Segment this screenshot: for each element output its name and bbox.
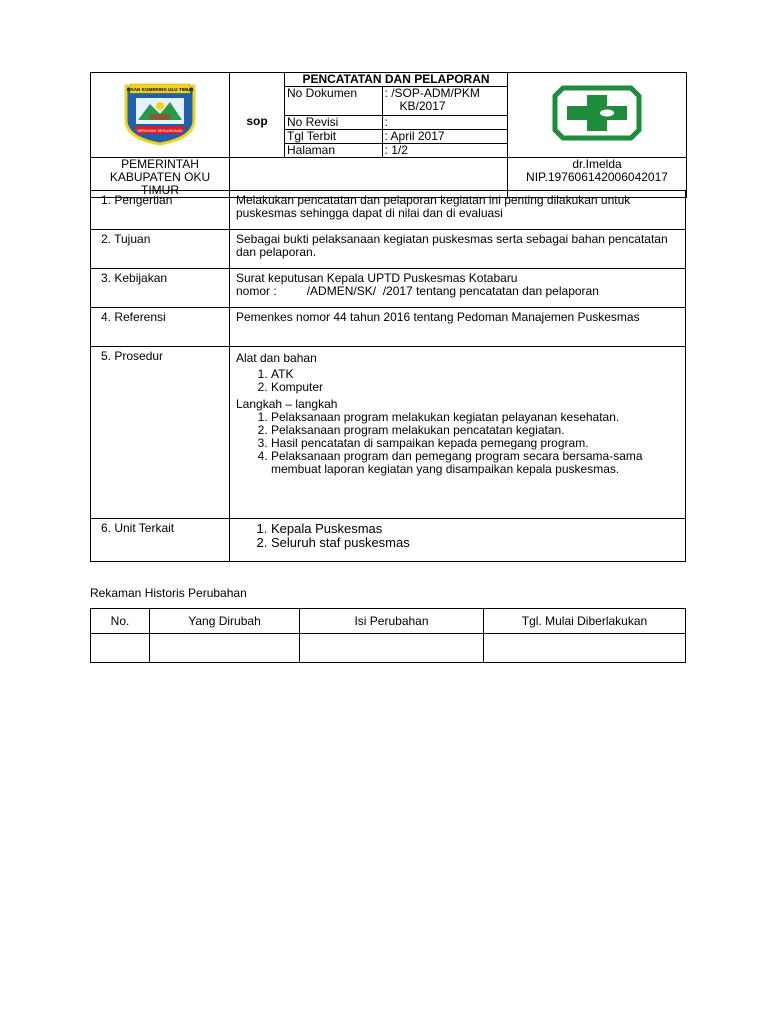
list-item: 4. Pelaksanaan program dan pemegang program secara bersama-sama membuat laporan kegiatan yang disampaikan kepala puskesmas.	[271, 450, 669, 476]
section-label-prosedur: 5. Prosedur	[91, 347, 230, 519]
meta-sep: :	[384, 128, 388, 143]
section-label-pengertian: 1. Pengertian	[91, 191, 230, 230]
puskesmas-logo-cell	[508, 73, 687, 158]
prosedur-langkah-title: Langkah – langkah	[236, 397, 338, 411]
meta-sep: :	[384, 114, 388, 129]
history-col-yang-dirubah: Yang Dirubah	[150, 609, 300, 634]
section-label-kebijakan: 3. Kebijakan	[91, 269, 230, 308]
section-row	[91, 519, 686, 562]
meta-value-no-dokumen: /SOP-ADM/PKM	[391, 86, 480, 100]
history-cell	[300, 634, 484, 663]
list-item: 3. Hasil pencatatan di sampaikan kepada pemegang program.	[271, 437, 669, 450]
meta-label-no-dokumen: No Dokumen	[285, 87, 382, 115]
document-meta-table	[285, 87, 507, 157]
history-col-isi-perubahan: Isi Perubahan	[300, 609, 484, 634]
section-text-pengertian: Melakukan pencatatan dan pelaporan kegiatan ini penting dilakukan untuk puskesmas sehingga dapat di nilai dan di evaluasi	[230, 191, 686, 230]
kebijakan-line-1: Surat keputusan Kepala UPTD Puskesmas Kotabaru	[236, 271, 518, 285]
organization-line-1: PEMERINTAH	[121, 156, 199, 171]
section-label-tujuan: 2. Tujuan	[91, 230, 230, 269]
meta-value-no-dokumen-2: KB/2017	[399, 99, 446, 113]
history-header-row	[91, 609, 686, 634]
alat-list	[236, 368, 679, 394]
signer-nip: NIP.197606142006042017	[526, 169, 668, 184]
meta-cell	[285, 73, 508, 158]
logo-text-top: OGAN KOMERING ULU TIMUR	[126, 87, 194, 93]
list-item: 1. Kepala Puskesmas	[271, 522, 679, 536]
kebijakan-line-2: nomor : /ADMEN/SK/ /2017 tentang pencatatan dan pelaporan	[236, 284, 599, 298]
sop-body-table	[90, 190, 686, 562]
meta-sep: :	[384, 142, 388, 157]
history-col-no: No.	[91, 609, 150, 634]
meta-value-tgl-terbit: April 2017	[390, 128, 445, 143]
list-item: 2. Seluruh staf puskesmas	[271, 536, 679, 550]
organization-line-2: KABUPATEN OKU	[109, 169, 211, 184]
section-label-referensi: 4. Referensi	[91, 308, 230, 347]
oku-timur-logo	[120, 80, 200, 146]
table-row	[91, 634, 686, 663]
list-item: 1. Pelaksanaan program melakukan kegiatan pelayanan kesehatan.	[271, 411, 669, 424]
section-label-unit: 6. Unit Terkait	[91, 519, 230, 562]
meta-label-halaman: Halaman	[285, 143, 382, 157]
history-table	[90, 608, 686, 663]
list-item: 2. Komputer	[271, 381, 679, 394]
sop-label: sop	[246, 114, 268, 129]
meta-label-tgl-terbit: Tgl Terbit	[285, 129, 382, 143]
unit-list	[236, 522, 679, 550]
logo-text-bottom: SERASAN SEKUNDANG	[137, 128, 183, 134]
history-cell	[150, 634, 300, 663]
signer-name: dr.Imelda	[572, 156, 622, 171]
section-row	[91, 269, 686, 308]
langkah-list	[236, 411, 679, 476]
list-item: 2. Pelaksanaan program melakukan pencatatan kegiatan.	[271, 424, 669, 437]
sop-label-cell	[230, 73, 285, 158]
meta-sep: :	[384, 86, 388, 100]
organization-line-3: TIMUR	[141, 182, 179, 197]
document-title: PENCATATAN DAN PELAPORAN	[285, 73, 507, 87]
regency-logo-cell	[91, 73, 230, 158]
meta-label-no-revisi: No Revisi	[285, 115, 382, 129]
section-row	[91, 191, 686, 230]
meta-value-halaman: 1/2	[391, 142, 408, 157]
sop-header-table	[90, 72, 687, 198]
prosedur-alat-title: Alat dan bahan	[236, 351, 317, 365]
puskesmas-logo	[551, 84, 643, 142]
history-col-tgl-mulai: Tgl. Mulai Diberlakukan	[484, 609, 686, 634]
section-row	[91, 308, 686, 347]
history-title: Rekaman Historis Perubahan	[90, 586, 247, 600]
section-text-referensi: Pemenkes nomor 44 tahun 2016 tentang Pedoman Manajemen Puskesmas	[230, 308, 686, 347]
section-row	[91, 230, 686, 269]
list-item: 1. ATK	[271, 368, 679, 381]
history-cell	[484, 634, 686, 663]
section-row	[91, 347, 686, 519]
section-text-tujuan: Sebagai bukti pelaksanaan kegiatan puskesmas serta sebagai bahan pencatatan dan pelaporan.	[230, 230, 686, 269]
history-cell	[91, 634, 150, 663]
